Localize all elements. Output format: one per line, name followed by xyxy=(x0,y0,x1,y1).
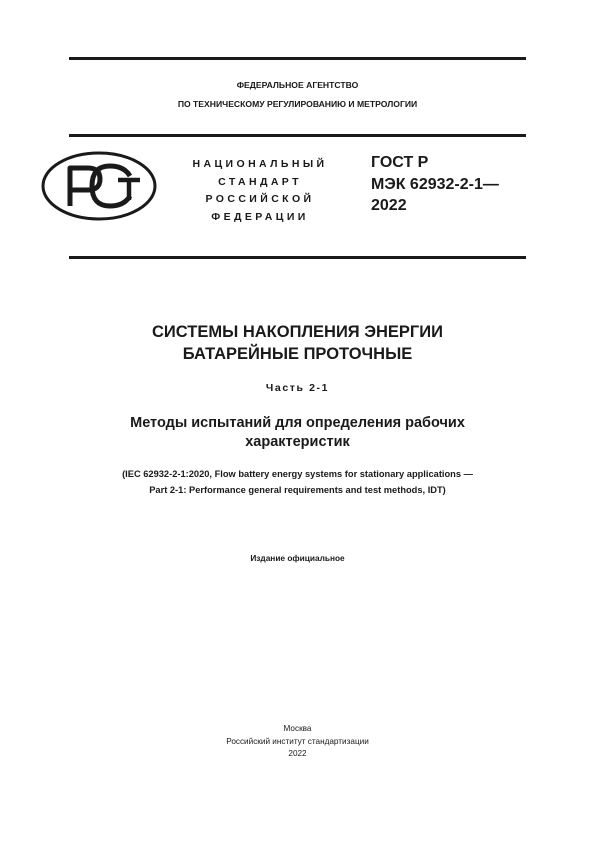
standard-designation xyxy=(371,152,499,217)
top-rule xyxy=(69,57,526,60)
designation-rule xyxy=(69,256,526,259)
document-title xyxy=(40,321,555,365)
subtitle-line2: характеристик xyxy=(245,434,350,450)
document-subtitle xyxy=(40,414,555,452)
standard-type-line3: РОССИЙСКОЙ xyxy=(205,193,315,205)
agency-rule xyxy=(69,134,526,137)
iec-reference-line1: (IEC 62932-2-1:2020, Flow battery energy systems for stationary applications — xyxy=(122,469,473,479)
gost-r-certification-mark-icon xyxy=(40,150,158,222)
agency-name-line2: ПО ТЕХНИЧЕСКОМУ РЕГУЛИРОВАНИЮ И МЕТРОЛОГИИ xyxy=(177,99,418,109)
agency-name-line1: ФЕДЕРАЛЬНОЕ АГЕНТСТВО xyxy=(236,80,359,90)
designation-line2: МЭК 62932-2-1— xyxy=(371,175,499,193)
standard-type-line2: СТАНДАРТ xyxy=(218,175,302,188)
title-line2: БАТАРЕЙНЫЕ ПРОТОЧНЫЕ xyxy=(182,345,413,363)
part-label: Часть 2-1 xyxy=(265,382,330,394)
edition-label: Издание официальное xyxy=(250,553,345,563)
imprint-year: 2022 xyxy=(288,749,307,758)
title-line1: СИСТЕМЫ НАКОПЛЕНИЯ ЭНЕРГИИ xyxy=(152,323,443,341)
iec-reference xyxy=(40,466,555,498)
imprint xyxy=(40,723,555,761)
imprint-publisher: Российский институт стандартизации xyxy=(226,736,369,746)
standard-type-line1: НАЦИОНАЛЬНЫЙ xyxy=(192,158,328,170)
iec-reference-line2: Part 2-1: Performance general requirements and test methods, IDT) xyxy=(149,485,446,495)
subtitle-line1: Методы испытаний для определения рабочих xyxy=(130,415,465,431)
standard-type xyxy=(170,156,350,226)
designation-line1: ГОСТ Р xyxy=(371,154,429,171)
imprint-city: Москва xyxy=(283,724,312,733)
designation-line3: 2022 xyxy=(371,197,407,214)
standard-type-line4: ФЕДЕРАЦИИ xyxy=(211,210,309,223)
